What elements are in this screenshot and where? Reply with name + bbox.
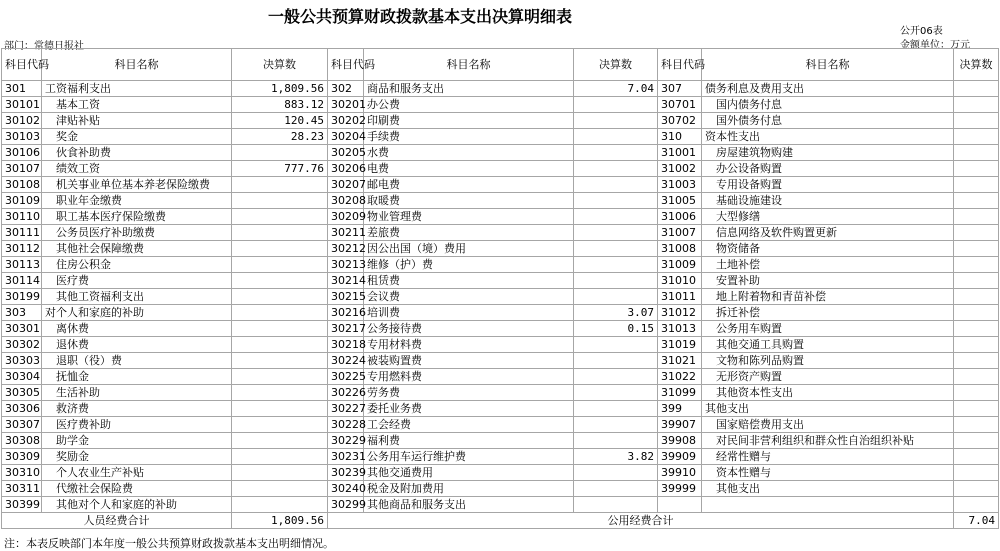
amount-cell (954, 401, 999, 417)
amount-cell (574, 401, 658, 417)
subject-code-cell: 30202 (328, 113, 364, 129)
subject-code-cell: 31013 (658, 321, 702, 337)
header-name-2: 科目名称 (364, 49, 574, 81)
subject-name-cell: 债务利息及费用支出 (702, 81, 954, 97)
amount-cell (954, 305, 999, 321)
amount-cell (232, 449, 328, 465)
subject-name-cell: 其他交通费用 (364, 465, 574, 481)
amount-cell (232, 417, 328, 433)
subject-name-cell: 因公出国（境）费用 (364, 241, 574, 257)
amount-cell (232, 273, 328, 289)
table-row (2, 225, 999, 241)
amount-cell (232, 193, 328, 209)
subject-code-cell: 30110 (2, 209, 42, 225)
subject-name-cell: 福利费 (364, 433, 574, 449)
amount-cell (574, 289, 658, 305)
amount-cell (574, 465, 658, 481)
subject-code-cell: 30209 (328, 209, 364, 225)
amount-cell: 3.82 (574, 449, 658, 465)
amount-cell (574, 497, 658, 513)
subject-code-cell: 31008 (658, 241, 702, 257)
subject-code-cell: 30307 (2, 417, 42, 433)
table-row (2, 497, 999, 513)
subject-name-cell: 医疗费补助 (42, 417, 232, 433)
subject-code-cell: 30301 (2, 321, 42, 337)
subject-name-cell: 公务用车购置 (702, 321, 954, 337)
amount-cell (232, 289, 328, 305)
subject-name-cell: 取暖费 (364, 193, 574, 209)
subject-name-cell: 房屋建筑物购建 (702, 145, 954, 161)
amount-cell (232, 177, 328, 193)
table-row (2, 465, 999, 481)
amount-cell (954, 97, 999, 113)
amount-cell (574, 353, 658, 369)
subject-name-cell: 无形资产购置 (702, 369, 954, 385)
table-row (2, 193, 999, 209)
subject-code-cell: 30304 (2, 369, 42, 385)
subject-name-cell: 安置补助 (702, 273, 954, 289)
subject-name-cell: 水费 (364, 145, 574, 161)
subject-code-cell: 30306 (2, 401, 42, 417)
subject-name-cell: 会议费 (364, 289, 574, 305)
amount-cell (232, 369, 328, 385)
amount-cell: 3.07 (574, 305, 658, 321)
subject-name-cell (702, 497, 954, 513)
subject-code-cell: 307 (658, 81, 702, 97)
amount-cell (954, 465, 999, 481)
subject-code-cell: 30226 (328, 385, 364, 401)
subject-code-cell: 30111 (2, 225, 42, 241)
amount-cell (954, 273, 999, 289)
table-row (2, 273, 999, 289)
subject-code-cell: 30239 (328, 465, 364, 481)
amount-cell: 777.76 (232, 161, 328, 177)
subject-code-cell: 30199 (2, 289, 42, 305)
table-number: 公开06表 (900, 26, 943, 37)
personnel-total-value: 1,809.56 (232, 513, 328, 529)
subject-name-cell: 工会经费 (364, 417, 574, 433)
public-total-value: 7.04 (954, 513, 999, 529)
subject-name-cell: 救济费 (42, 401, 232, 417)
amount-cell (574, 417, 658, 433)
table-row (2, 145, 999, 161)
header-code-1: 科目代码 (2, 49, 42, 81)
subject-name-cell: 个人农业生产补贴 (42, 465, 232, 481)
subject-code-cell: 30311 (2, 481, 42, 497)
subject-name-cell: 培训费 (364, 305, 574, 321)
totals-row (2, 513, 999, 529)
subject-code-cell: 30114 (2, 273, 42, 289)
subject-name-cell: 委托业务费 (364, 401, 574, 417)
amount-cell (232, 433, 328, 449)
subject-code-cell: 30240 (328, 481, 364, 497)
table-row (2, 369, 999, 385)
subject-name-cell: 国家赔偿费用支出 (702, 417, 954, 433)
subject-name-cell: 地上附着物和青苗补偿 (702, 289, 954, 305)
subject-code-cell: 30213 (328, 257, 364, 273)
amount-cell (954, 497, 999, 513)
subject-name-cell: 资本性支出 (702, 129, 954, 145)
amount-cell (574, 385, 658, 401)
amount-cell (954, 161, 999, 177)
amount-cell: 0.15 (574, 321, 658, 337)
amount-cell (574, 145, 658, 161)
subject-code-cell: 30310 (2, 465, 42, 481)
subject-name-cell: 其他工资福利支出 (42, 289, 232, 305)
personnel-total-label: 人员经费合计 (2, 513, 232, 529)
table-row (2, 289, 999, 305)
subject-name-cell: 其他资本性支出 (702, 385, 954, 401)
amount-cell (574, 241, 658, 257)
amount-cell: 7.04 (574, 81, 658, 97)
table-row (2, 433, 999, 449)
subject-code-cell: 39910 (658, 465, 702, 481)
subject-name-cell: 生活补助 (42, 385, 232, 401)
subject-code-cell: 31010 (658, 273, 702, 289)
subject-name-cell: 物业管理费 (364, 209, 574, 225)
subject-code-cell: 399 (658, 401, 702, 417)
amount-cell (954, 209, 999, 225)
subject-code-cell: 30225 (328, 369, 364, 385)
subject-name-cell: 其他商品和服务支出 (364, 497, 574, 513)
subject-name-cell: 维修（护）费 (364, 257, 574, 273)
subject-code-cell: 30103 (2, 129, 42, 145)
subject-code-cell: 30204 (328, 129, 364, 145)
subject-code-cell: 30113 (2, 257, 42, 273)
amount-cell (232, 241, 328, 257)
amount-cell (954, 337, 999, 353)
subject-code-cell: 30305 (2, 385, 42, 401)
subject-name-cell: 办公设备购置 (702, 161, 954, 177)
subject-name-cell: 文物和陈列品购置 (702, 353, 954, 369)
amount-cell (954, 129, 999, 145)
amount-cell (954, 417, 999, 433)
subject-code-cell: 30231 (328, 449, 364, 465)
subject-name-cell: 绩效工资 (42, 161, 232, 177)
subject-code-cell: 39909 (658, 449, 702, 465)
subject-code-cell: 30106 (2, 145, 42, 161)
subject-code-cell: 31099 (658, 385, 702, 401)
subject-name-cell: 公务用车运行维护费 (364, 449, 574, 465)
subject-code-cell: 31005 (658, 193, 702, 209)
table-row (2, 177, 999, 193)
table-row (2, 337, 999, 353)
subject-code-cell: 31001 (658, 145, 702, 161)
subject-code-cell: 30228 (328, 417, 364, 433)
amount-cell (232, 225, 328, 241)
subject-code-cell: 30101 (2, 97, 42, 113)
subject-code-cell: 30216 (328, 305, 364, 321)
amount-cell (954, 289, 999, 305)
subject-name-cell: 抚恤金 (42, 369, 232, 385)
table-note: 注：本表反映部门本年度一般公共预算财政拨款基本支出明细情况。 (4, 537, 334, 550)
subject-code-cell: 30218 (328, 337, 364, 353)
subject-code-cell: 31021 (658, 353, 702, 369)
subject-code-cell: 30212 (328, 241, 364, 257)
amount-cell (574, 129, 658, 145)
table-row (2, 353, 999, 369)
subject-name-cell: 租赁费 (364, 273, 574, 289)
amount-cell (574, 257, 658, 273)
subject-code-cell: 30303 (2, 353, 42, 369)
subject-code-cell: 30701 (658, 97, 702, 113)
header-code-3: 科目代码 (658, 49, 702, 81)
subject-code-cell: 30309 (2, 449, 42, 465)
subject-name-cell: 信息网络及软件购置更新 (702, 225, 954, 241)
subject-name-cell: 印刷费 (364, 113, 574, 129)
subject-name-cell: 国内债务付息 (702, 97, 954, 113)
amount-cell (232, 401, 328, 417)
subject-name-cell: 拆迁补偿 (702, 305, 954, 321)
subject-name-cell: 住房公积金 (42, 257, 232, 273)
table-row (2, 241, 999, 257)
subject-code-cell: 31002 (658, 161, 702, 177)
amount-cell (574, 193, 658, 209)
subject-code-cell: 30215 (328, 289, 364, 305)
amount-cell (954, 353, 999, 369)
subject-name-cell: 基础设施建设 (702, 193, 954, 209)
subject-name-cell: 公务接待费 (364, 321, 574, 337)
header-amount-1: 决算数 (232, 49, 328, 81)
subject-name-cell: 差旅费 (364, 225, 574, 241)
subject-code-cell: 30702 (658, 113, 702, 129)
table-header-row (2, 49, 999, 81)
subject-name-cell: 基本工资 (42, 97, 232, 113)
subject-code-cell: 301 (2, 81, 42, 97)
subject-name-cell: 国外债务付息 (702, 113, 954, 129)
subject-code-cell: 31012 (658, 305, 702, 321)
table-row (2, 209, 999, 225)
amount-cell (574, 369, 658, 385)
amount-cell (954, 433, 999, 449)
subject-code-cell: 303 (2, 305, 42, 321)
subject-name-cell: 职工基本医疗保险缴费 (42, 209, 232, 225)
amount-cell (574, 209, 658, 225)
table-row (2, 81, 999, 97)
subject-name-cell: 其他支出 (702, 401, 954, 417)
table-row (2, 97, 999, 113)
table-row (2, 401, 999, 417)
subject-name-cell: 其他社会保障缴费 (42, 241, 232, 257)
amount-cell (232, 385, 328, 401)
amount-cell (574, 337, 658, 353)
subject-code-cell: 310 (658, 129, 702, 145)
subject-name-cell: 退休费 (42, 337, 232, 353)
subject-name-cell: 商品和服务支出 (364, 81, 574, 97)
header-amount-2: 决算数 (574, 49, 658, 81)
amount-cell (574, 177, 658, 193)
subject-code-cell: 31007 (658, 225, 702, 241)
table-row (2, 129, 999, 145)
subject-code-cell (658, 497, 702, 513)
amount-cell: 28.23 (232, 129, 328, 145)
subject-name-cell: 专用设备购置 (702, 177, 954, 193)
subject-name-cell: 助学金 (42, 433, 232, 449)
amount-cell (232, 145, 328, 161)
subject-code-cell: 39908 (658, 433, 702, 449)
subject-name-cell: 代缴社会保险费 (42, 481, 232, 497)
table-row (2, 113, 999, 129)
public-total-label: 公用经费合计 (328, 513, 954, 529)
subject-code-cell: 30224 (328, 353, 364, 369)
amount-cell: 120.45 (232, 113, 328, 129)
subject-name-cell: 被装购置费 (364, 353, 574, 369)
subject-code-cell: 31009 (658, 257, 702, 273)
amount-cell: 883.12 (232, 97, 328, 113)
subject-code-cell: 30205 (328, 145, 364, 161)
report-title: 一般公共预算财政拨款基本支出决算明细表 (267, 7, 572, 26)
subject-name-cell: 办公费 (364, 97, 574, 113)
amount-cell (232, 305, 328, 321)
subject-name-cell: 对民间非营利组织和群众性自治组织补贴 (702, 433, 954, 449)
subject-name-cell: 劳务费 (364, 385, 574, 401)
subject-code-cell: 30107 (2, 161, 42, 177)
table-row (2, 449, 999, 465)
header-name-1: 科目名称 (42, 49, 232, 81)
table-row (2, 321, 999, 337)
subject-code-cell: 302 (328, 81, 364, 97)
subject-code-cell: 30206 (328, 161, 364, 177)
table-row (2, 161, 999, 177)
subject-name-cell: 电费 (364, 161, 574, 177)
subject-name-cell: 税金及附加费用 (364, 481, 574, 497)
amount-cell (574, 225, 658, 241)
header-amount-3: 决算数 (954, 49, 999, 81)
amount-cell (954, 113, 999, 129)
subject-code-cell: 30207 (328, 177, 364, 193)
table-row (2, 257, 999, 273)
subject-code-cell: 30102 (2, 113, 42, 129)
amount-unit: 金额单位：万元 (900, 40, 970, 51)
subject-name-cell: 医疗费 (42, 273, 232, 289)
subject-code-cell: 30112 (2, 241, 42, 257)
subject-code-cell: 31011 (658, 289, 702, 305)
subject-code-cell: 30214 (328, 273, 364, 289)
table-row (2, 481, 999, 497)
subject-name-cell: 机关事业单位基本养老保险缴费 (42, 177, 232, 193)
subject-code-cell: 31022 (658, 369, 702, 385)
subject-code-cell: 31003 (658, 177, 702, 193)
amount-cell (954, 81, 999, 97)
amount-cell (954, 177, 999, 193)
subject-name-cell: 邮电费 (364, 177, 574, 193)
amount-cell (232, 257, 328, 273)
header-name-3: 科目名称 (702, 49, 954, 81)
subject-name-cell: 奖励金 (42, 449, 232, 465)
subject-code-cell: 30211 (328, 225, 364, 241)
subject-code-cell: 30227 (328, 401, 364, 417)
subject-code-cell: 30229 (328, 433, 364, 449)
subject-name-cell: 物资储备 (702, 241, 954, 257)
subject-code-cell: 30208 (328, 193, 364, 209)
subject-name-cell: 土地补偿 (702, 257, 954, 273)
subject-code-cell: 30299 (328, 497, 364, 513)
amount-cell (954, 321, 999, 337)
amount-cell (232, 497, 328, 513)
subject-name-cell: 奖金 (42, 129, 232, 145)
subject-name-cell: 离休费 (42, 321, 232, 337)
amount-cell (954, 145, 999, 161)
table-body (2, 81, 999, 513)
expenditure-detail-table (1, 48, 999, 529)
subject-name-cell: 其他支出 (702, 481, 954, 497)
amount-cell (954, 449, 999, 465)
amount-cell (954, 481, 999, 497)
amount-cell (574, 433, 658, 449)
table-row (2, 417, 999, 433)
subject-code-cell: 31019 (658, 337, 702, 353)
amount-cell (232, 209, 328, 225)
amount-cell (574, 481, 658, 497)
amount-cell (232, 465, 328, 481)
amount-cell: 1,809.56 (232, 81, 328, 97)
subject-name-cell: 公务员医疗补助缴费 (42, 225, 232, 241)
subject-name-cell: 工资福利支出 (42, 81, 232, 97)
subject-code-cell: 30308 (2, 433, 42, 449)
amount-cell (232, 353, 328, 369)
subject-name-cell: 专用材料费 (364, 337, 574, 353)
subject-name-cell: 经常性赠与 (702, 449, 954, 465)
subject-code-cell: 30108 (2, 177, 42, 193)
amount-cell (954, 257, 999, 273)
subject-name-cell: 伙食补助费 (42, 145, 232, 161)
amount-cell (232, 337, 328, 353)
subject-name-cell: 资本性赠与 (702, 465, 954, 481)
subject-name-cell: 职业年金缴费 (42, 193, 232, 209)
subject-code-cell: 30201 (328, 97, 364, 113)
subject-name-cell: 津贴补贴 (42, 113, 232, 129)
subject-name-cell: 其他交通工具购置 (702, 337, 954, 353)
table-row (2, 305, 999, 321)
subject-code-cell: 30399 (2, 497, 42, 513)
subject-name-cell: 退职（役）费 (42, 353, 232, 369)
amount-cell (574, 273, 658, 289)
department-label: 部门：常德日报社 (4, 41, 84, 52)
amount-cell (954, 225, 999, 241)
amount-cell (954, 241, 999, 257)
amount-cell (574, 161, 658, 177)
subject-code-cell: 39999 (658, 481, 702, 497)
amount-cell (232, 321, 328, 337)
subject-code-cell: 30302 (2, 337, 42, 353)
subject-name-cell: 其他对个人和家庭的补助 (42, 497, 232, 513)
amount-cell (574, 97, 658, 113)
amount-cell (232, 481, 328, 497)
subject-name-cell: 对个人和家庭的补助 (42, 305, 232, 321)
subject-name-cell: 专用燃料费 (364, 369, 574, 385)
amount-cell (954, 385, 999, 401)
amount-cell (954, 193, 999, 209)
subject-code-cell: 30109 (2, 193, 42, 209)
subject-code-cell: 31006 (658, 209, 702, 225)
table-row (2, 385, 999, 401)
subject-code-cell: 30217 (328, 321, 364, 337)
amount-cell (574, 113, 658, 129)
subject-name-cell: 大型修缮 (702, 209, 954, 225)
header-code-2: 科目代码 (328, 49, 364, 81)
subject-code-cell: 39907 (658, 417, 702, 433)
amount-cell (954, 369, 999, 385)
subject-name-cell: 手续费 (364, 129, 574, 145)
